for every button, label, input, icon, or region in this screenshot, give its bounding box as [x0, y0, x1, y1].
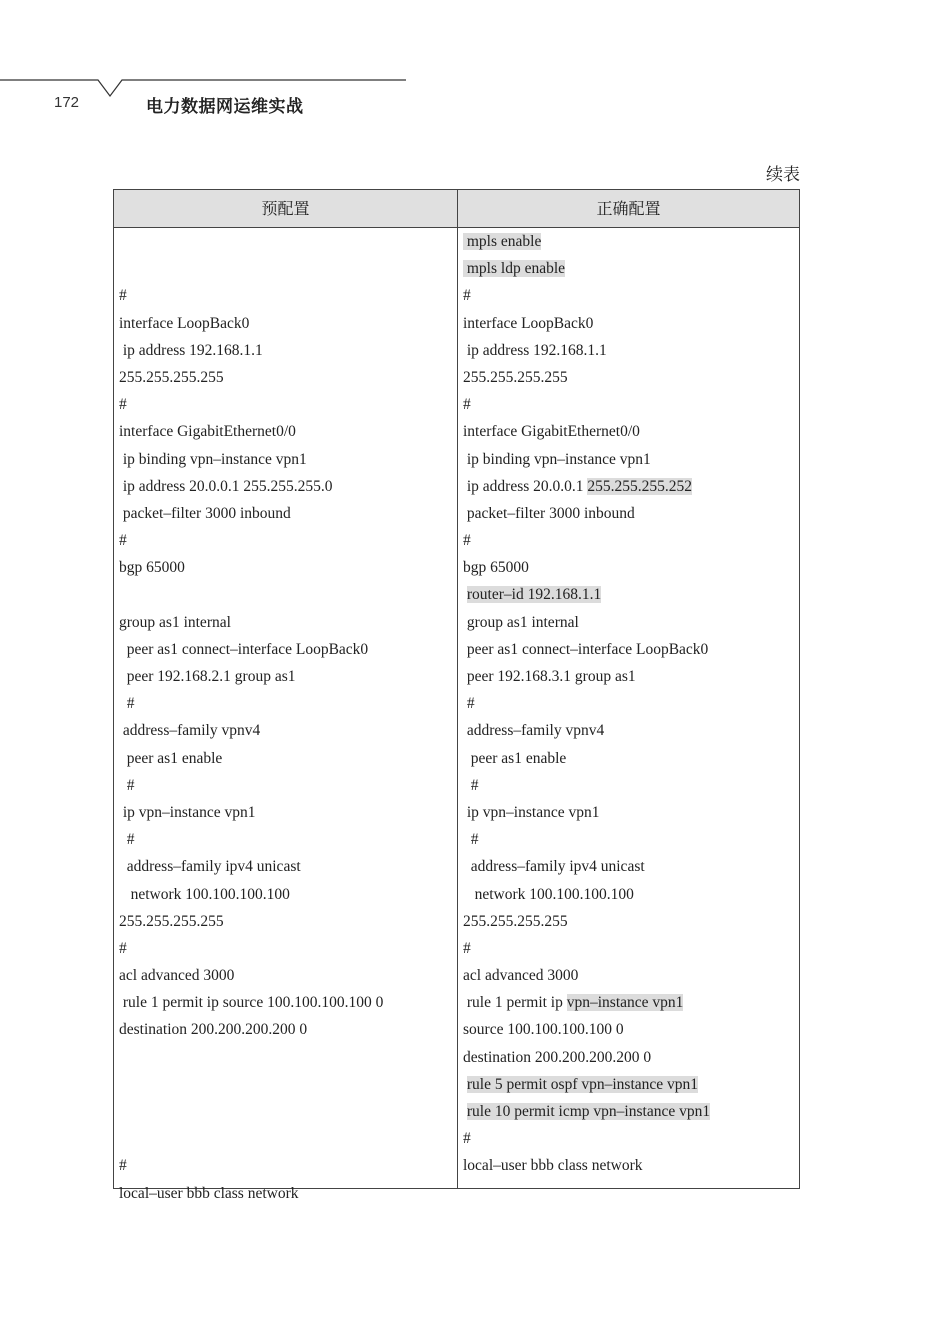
- preconfig-line: [119, 989, 449, 1016]
- preconfig-line: [119, 1152, 449, 1179]
- highlighted-config-text: vpn–instance vpn1: [566, 994, 684, 1012]
- correct-config-line: [463, 1152, 793, 1179]
- config-text: network 100.100.100.100: [119, 885, 290, 903]
- correct-config-line: [463, 581, 793, 608]
- config-text: ip vpn–instance vpn1: [119, 803, 256, 821]
- preconfig-line: [119, 473, 449, 500]
- config-text: peer as1 connect–interface LoopBack0: [119, 640, 369, 658]
- correct-config-line: [463, 989, 793, 1016]
- config-text: peer as1 enable: [463, 749, 567, 767]
- config-text: #: [463, 396, 471, 414]
- preconfig-line: [119, 1180, 449, 1207]
- config-text: ip vpn–instance vpn1: [463, 803, 600, 821]
- preconfig-line: [119, 418, 449, 445]
- config-text: source 100.100.100.100 0: [463, 1021, 624, 1039]
- correct-config-line: [463, 364, 793, 391]
- preconfig-line: [119, 717, 449, 744]
- config-text: #: [463, 939, 471, 957]
- config-text: local–user bbb class network: [119, 1184, 299, 1202]
- correct-config-line: [463, 826, 793, 853]
- preconfig-line: [119, 527, 449, 554]
- highlighted-config-text: rule 5 permit ospf vpn–instance vpn1: [466, 1075, 699, 1093]
- correct-config-line: [463, 255, 793, 282]
- page-number: 172: [54, 94, 80, 111]
- config-text: acl advanced 3000: [119, 967, 235, 985]
- correct-config-line: [463, 1098, 793, 1125]
- correct-config-line: [463, 554, 793, 581]
- highlighted-config-text: rule 10 permit icmp vpn–instance vpn1: [466, 1103, 711, 1120]
- correct-config-column: [463, 228, 793, 1180]
- config-text: peer as1 enable: [119, 749, 223, 767]
- config-text: peer as1 connect–interface LoopBack0: [463, 640, 709, 658]
- config-text: rule 1 permit ip: [463, 994, 567, 1012]
- config-text: ip binding vpn–instance vpn1: [119, 450, 307, 468]
- config-text: ip address 192.168.1.1: [463, 341, 607, 359]
- config-text: #: [463, 776, 479, 794]
- column-header-correct-config: 正确配置: [596, 199, 661, 218]
- correct-config-line: [463, 772, 793, 799]
- config-text: interface LoopBack0: [463, 314, 594, 332]
- correct-config-line: [463, 500, 793, 527]
- highlighted-config-text: mpls enable: [463, 233, 542, 250]
- preconfig-line: [119, 745, 449, 772]
- preconfig-line: [119, 826, 449, 853]
- config-text: 255.255.255.255: [463, 912, 568, 930]
- config-text: #: [463, 532, 471, 550]
- config-text: address–family vpnv4: [119, 722, 261, 740]
- config-text: address–family vpnv4: [463, 722, 605, 740]
- highlighted-config-text: router–id 192.168.1.1: [466, 586, 602, 604]
- config-text: #: [119, 939, 127, 957]
- column-header-preconfig: 预配置: [261, 199, 310, 218]
- preconfig-line: [119, 255, 449, 282]
- column-divider: [457, 190, 458, 1188]
- correct-config-line: [463, 228, 793, 255]
- continued-label: 续表: [766, 165, 800, 185]
- config-text: #: [463, 695, 475, 713]
- config-text: interface LoopBack0: [119, 314, 250, 332]
- config-text: address–family ipv4 unicast: [119, 858, 301, 876]
- preconfig-line: [119, 1125, 449, 1152]
- correct-config-line: [463, 418, 793, 445]
- correct-config-line: [463, 745, 793, 772]
- correct-config-line: [463, 527, 793, 554]
- preconfig-line: [119, 690, 449, 717]
- correct-config-line: [463, 962, 793, 989]
- config-text: peer 192.168.2.1 group as1: [119, 668, 296, 685]
- preconfig-line: [119, 500, 449, 527]
- highlighted-config-text: mpls ldp enable: [463, 260, 566, 278]
- config-text: #: [463, 287, 471, 305]
- config-text: destination 200.200.200.200 0: [463, 1048, 652, 1066]
- correct-config-line: [463, 337, 793, 364]
- correct-config-line: [463, 799, 793, 826]
- preconfig-line: [119, 1098, 449, 1125]
- config-text: interface GigabitEthernet0/0: [119, 423, 296, 441]
- preconfig-line: [119, 908, 449, 935]
- config-text: network 100.100.100.100: [463, 885, 634, 903]
- preconfig-line: [119, 853, 449, 880]
- preconfig-line: [119, 609, 449, 636]
- preconfig-line: [119, 881, 449, 908]
- correct-config-line: [463, 690, 793, 717]
- config-text: destination 200.200.200.200 0: [119, 1021, 308, 1039]
- correct-config-line: [463, 908, 793, 935]
- preconfig-line: [119, 554, 449, 581]
- config-text: bgp 65000: [463, 559, 529, 577]
- preconfig-line: [119, 636, 449, 663]
- preconfig-line: [119, 364, 449, 391]
- preconfig-line: [119, 228, 449, 255]
- correct-config-line: [463, 1044, 793, 1071]
- config-text: packet–filter 3000 inbound: [119, 504, 291, 522]
- config-text: ip binding vpn–instance vpn1: [463, 450, 651, 468]
- correct-config-line: [463, 717, 793, 744]
- preconfig-line: [119, 1044, 449, 1071]
- preconfig-line: [119, 446, 449, 473]
- config-table: [113, 189, 800, 1202]
- config-text: interface GigabitEthernet0/0: [463, 423, 640, 441]
- correct-config-line: [463, 1071, 793, 1098]
- preconfig-line: [119, 391, 449, 418]
- config-text: #: [463, 831, 479, 849]
- correct-config-line: [463, 1016, 793, 1043]
- config-text: #: [119, 1157, 127, 1175]
- preconfig-column: [119, 228, 449, 1207]
- config-text: #: [119, 287, 127, 305]
- preconfig-line: [119, 962, 449, 989]
- correct-config-line: [463, 310, 793, 337]
- config-text: bgp 65000: [119, 559, 185, 577]
- correct-config-line: [463, 663, 793, 690]
- config-text: peer 192.168.3.1 group as1: [463, 668, 636, 685]
- config-text: #: [119, 532, 127, 550]
- preconfig-line: [119, 663, 449, 690]
- config-text: rule 1 permit ip source 100.100.100.100 0: [119, 994, 384, 1012]
- header-rule: [0, 0, 950, 100]
- config-text: packet–filter 3000 inbound: [463, 504, 635, 522]
- config-text: #: [119, 396, 127, 414]
- correct-config-line: [463, 636, 793, 663]
- correct-config-line: [463, 881, 793, 908]
- preconfig-line: [119, 581, 449, 608]
- preconfig-line: [119, 935, 449, 962]
- config-text: 255.255.255.255: [463, 368, 568, 386]
- config-text: #: [463, 1130, 471, 1148]
- config-text: #: [119, 776, 135, 794]
- correct-config-line: [463, 1125, 793, 1152]
- config-text: group as1 internal: [119, 613, 231, 631]
- correct-config-line: [463, 609, 793, 636]
- config-text: 255.255.255.255: [119, 368, 224, 386]
- config-text: #: [119, 695, 135, 713]
- book-title: 电力数据网运维实战: [146, 97, 304, 117]
- correct-config-line: [463, 473, 793, 500]
- preconfig-line: [119, 282, 449, 309]
- correct-config-line: [463, 446, 793, 473]
- config-text: #: [119, 831, 135, 849]
- config-text: local–user bbb class network: [463, 1157, 643, 1175]
- preconfig-line: [119, 799, 449, 826]
- config-text: group as1 internal: [463, 613, 579, 631]
- preconfig-line: [119, 337, 449, 364]
- preconfig-line: [119, 1016, 449, 1043]
- preconfig-line: [119, 772, 449, 799]
- config-text: address–family ipv4 unicast: [463, 858, 645, 876]
- preconfig-line: [119, 1071, 449, 1098]
- highlighted-config-text: 255.255.255.252: [587, 477, 693, 495]
- config-text: ip address 20.0.0.1 255.255.255.0: [119, 477, 333, 495]
- correct-config-line: [463, 935, 793, 962]
- correct-config-line: [463, 282, 793, 309]
- config-text: 255.255.255.255: [119, 912, 224, 930]
- correct-config-line: [463, 391, 793, 418]
- correct-config-line: [463, 853, 793, 880]
- config-text: ip address 20.0.0.1: [463, 477, 588, 495]
- config-text: acl advanced 3000: [463, 967, 579, 985]
- config-text: ip address 192.168.1.1: [119, 341, 263, 359]
- preconfig-line: [119, 310, 449, 337]
